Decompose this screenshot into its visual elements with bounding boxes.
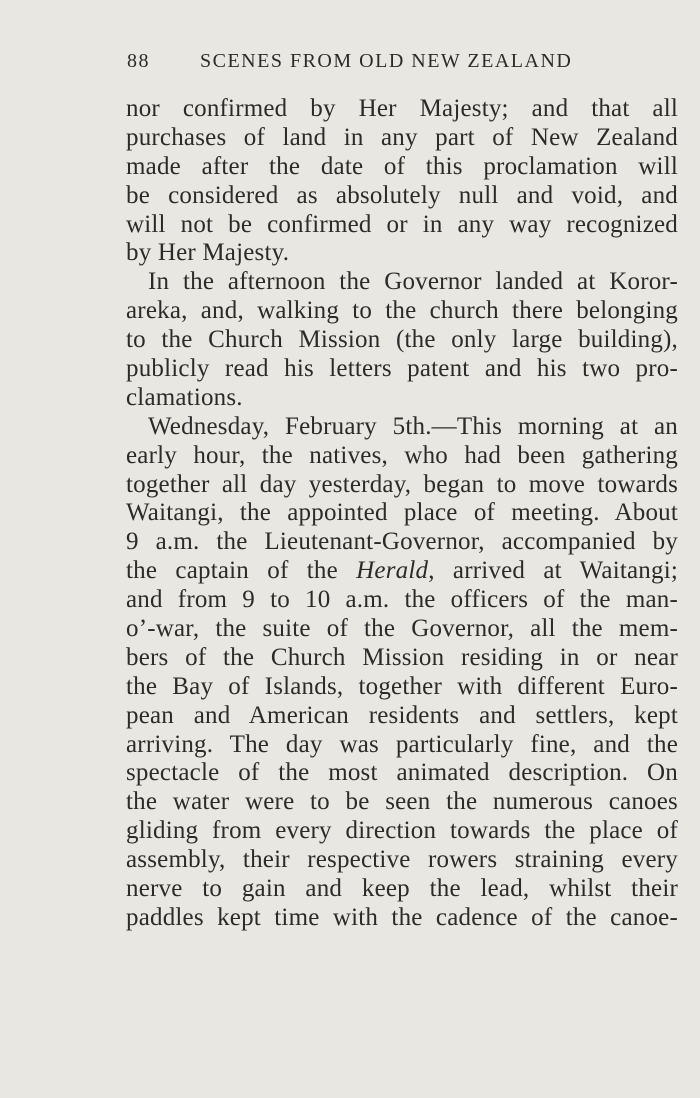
page-number: 88 bbox=[127, 50, 150, 72]
paragraph-first-line: In the afternoon the Governor landed at Koror- bbox=[148, 268, 678, 296]
ship-name-italic: Herald bbox=[356, 557, 429, 585]
text-line: spectacle of the most animated description. On bbox=[126, 759, 678, 787]
body-text bbox=[126, 95, 678, 933]
paragraph-first-line: Wednesday, February 5th.—This morning at an bbox=[148, 412, 678, 440]
text-line: publicly read his letters patent and his two pro- bbox=[126, 355, 678, 383]
text-line: bers of the Church Mission residing in or near bbox=[126, 643, 678, 671]
text-line: and from 9 to 10 a.m. the officers of the man- bbox=[126, 586, 678, 614]
text-line: together all day yesterday, began to move towards bbox=[126, 470, 678, 498]
text-line: will not be confirmed or in any way recognized bbox=[126, 210, 678, 238]
text-line: arriving. The day was particularly fine, and the bbox=[126, 730, 678, 758]
text-line: clamations. bbox=[126, 383, 243, 411]
text-line: 9 a.m. the Lieutenant-Governor, accompanied by bbox=[126, 528, 678, 556]
running-title: SCENES FROM OLD NEW ZEALAND bbox=[200, 50, 573, 72]
text-line: areka, and, walking to the church there belonging bbox=[126, 297, 678, 325]
text-line bbox=[126, 557, 678, 586]
text-line: the Bay of Islands, together with different Euro- bbox=[126, 672, 678, 700]
text-segment: , arrived at Waitangi; bbox=[428, 557, 679, 585]
text-line: assembly, their respective rowers straining every bbox=[126, 846, 678, 874]
text-line: the water were to be seen the numerous canoes bbox=[126, 788, 678, 816]
text-line: paddles kept time with the cadence of the canoe- bbox=[126, 903, 678, 931]
text-line: Waitangi, the appointed place of meeting. About bbox=[126, 499, 678, 527]
text-line: nerve to gain and keep the lead, whilst their bbox=[126, 875, 678, 903]
text-line: be considered as absolutely null and void, and bbox=[126, 181, 678, 209]
text-line: to the Church Mission (the only large building), bbox=[126, 326, 678, 354]
text-line: pean and American residents and settlers, kept bbox=[126, 701, 678, 729]
text-line: made after the date of this proclamation will bbox=[126, 152, 678, 180]
text-line: o’-war, the suite of the Governor, all the mem- bbox=[126, 615, 678, 643]
text-segment: the captain of the bbox=[126, 557, 357, 585]
text-line: nor confirmed by Her Majesty; and that all bbox=[126, 95, 678, 122]
running-header bbox=[127, 50, 687, 82]
text-line: by Her Majesty. bbox=[126, 239, 290, 267]
text-line: gliding from every direction towards the place of bbox=[126, 817, 678, 845]
text-line: early hour, the natives, who had been gathering bbox=[126, 441, 678, 469]
text-line: purchases of land in any part of New Zealand bbox=[126, 123, 678, 151]
